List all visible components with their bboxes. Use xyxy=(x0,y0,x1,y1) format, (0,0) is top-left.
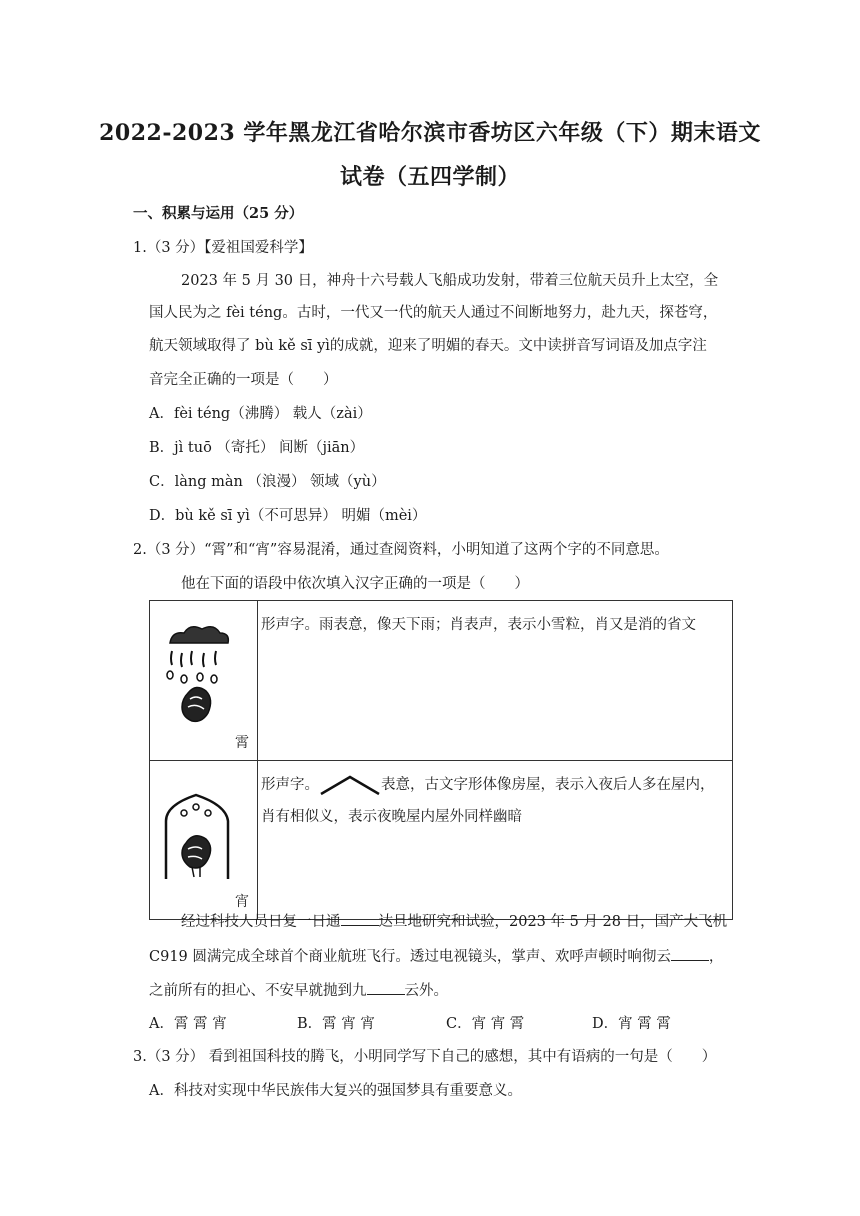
blank-2[interactable] xyxy=(671,946,709,961)
char-label-xiao-sky: 霄 xyxy=(235,735,249,751)
q3-stem: 3.（3 分） 看到祖国科技的腾飞，小明同学写下自己的感想，其中有语病的一句是（ ） xyxy=(133,1049,717,1065)
xiao-night-text-b: 表意，古文字形体像房屋，表示入夜后人多在屋内， xyxy=(381,777,715,793)
q1-option-b[interactable]: B．jì tuō （寄托） 间断（jiān） xyxy=(149,440,365,456)
q3-option-a[interactable]: A．科技对实现中华民族伟大复兴的强国梦具有重要意义。 xyxy=(149,1083,522,1099)
q2-passage-l3-part2: 云外。 xyxy=(404,983,448,999)
house-figure-icon xyxy=(158,787,238,897)
character-origin-table xyxy=(149,600,733,920)
q2-option-b[interactable]: B．霄 宵 宵 xyxy=(297,1016,375,1032)
q1-option-a[interactable]: A．fèi téng（沸腾） 载人（zài） xyxy=(149,406,372,422)
blank-3[interactable] xyxy=(367,980,405,995)
q2-passage-l2-part2: ， xyxy=(708,949,724,965)
xiao-sky-explanation xyxy=(258,601,733,761)
q1-stem: 1.（3 分）【爱祖国爱科学】 xyxy=(133,240,313,256)
q1-paragraph-line2: 国人民为之 fèi téng。古时，一代又一代的航天人通过不间断地努力，赴九天，探苍穹， xyxy=(149,305,718,321)
char-label-xiao-night: 宵 xyxy=(235,894,249,910)
q2-option-d[interactable]: D．宵 霄 霄 xyxy=(592,1016,671,1032)
q2-passage-l1-part2: 达旦地研究和试验，2023 年 5 月 28 日，国产大飞机 xyxy=(378,914,728,930)
q2-lead: 他在下面的语段中依次填入汉字正确的一项是（ ） xyxy=(181,576,529,592)
xiao-sky-explanation-text: 形声字。雨表意，像天下雨；肖表声，表示小雪粒，肖又是消的省文 xyxy=(261,617,696,633)
q2-passage-line1 xyxy=(181,911,727,932)
q2-stem: 2.（3 分）“霄”和“宵”容易混淆，通过查阅资料，小明知道了这两个字的不同意思。 xyxy=(133,542,669,558)
xiao-night-text-a: 形声字。 xyxy=(261,777,319,793)
exam-title-line1: 2022-2023 学年黑龙江省哈尔滨市香坊区六年级（下）期末语文 xyxy=(99,120,761,146)
q2-passage-line2 xyxy=(149,946,723,967)
q2-passage-l2-part1: C919 圆满完成全球首个商业航班飞行。透过电视镜头，掌声、欢呼声顿时响彻云 xyxy=(149,949,671,965)
xiao-night-illustration-cell xyxy=(150,761,258,920)
xiao-night-explanation xyxy=(258,761,733,920)
blank-1[interactable] xyxy=(341,911,379,926)
roof-radical-icon xyxy=(319,774,381,796)
q2-passage-l3-part1: 之前所有的担心、不安早就抛到九 xyxy=(149,983,367,999)
q1-option-d[interactable]: D．bù kě sī yì（不可思异） 明媚（mèi） xyxy=(149,508,427,524)
q1-paragraph-line4: 音完全正确的一项是（ ） xyxy=(149,372,338,388)
xiao-night-text-c: 肖有相似义，表示夜晚屋内屋外同样幽暗 xyxy=(261,809,522,825)
q1-paragraph-line3: 航天领域取得了 bù kě sī yì的成就，迎来了明媚的春天。文中读拼音写词语及加点字注 xyxy=(149,338,707,354)
q2-passage-line3 xyxy=(149,980,448,1001)
q2-option-a[interactable]: A．霄 霄 宵 xyxy=(149,1016,227,1032)
exam-title-line2: 试卷（五四学制） xyxy=(339,164,520,190)
q1-paragraph-line1: 2023 年 5 月 30 日，神舟十六号载人飞船成功发射，带着三位航天员升上太空，全 xyxy=(181,273,719,289)
rain-cloud-figure-icon xyxy=(158,621,238,731)
xiao-sky-illustration-cell xyxy=(150,601,258,761)
q2-option-c[interactable]: C．宵 宵 霄 xyxy=(446,1016,525,1032)
q1-option-c[interactable]: C．làng màn （浪漫） 领域（yù） xyxy=(149,474,386,490)
q2-passage-l1-part1: 经过科技人员日复一日通 xyxy=(181,914,341,930)
section-heading: 一、积累与运用（25 分） xyxy=(133,205,304,222)
